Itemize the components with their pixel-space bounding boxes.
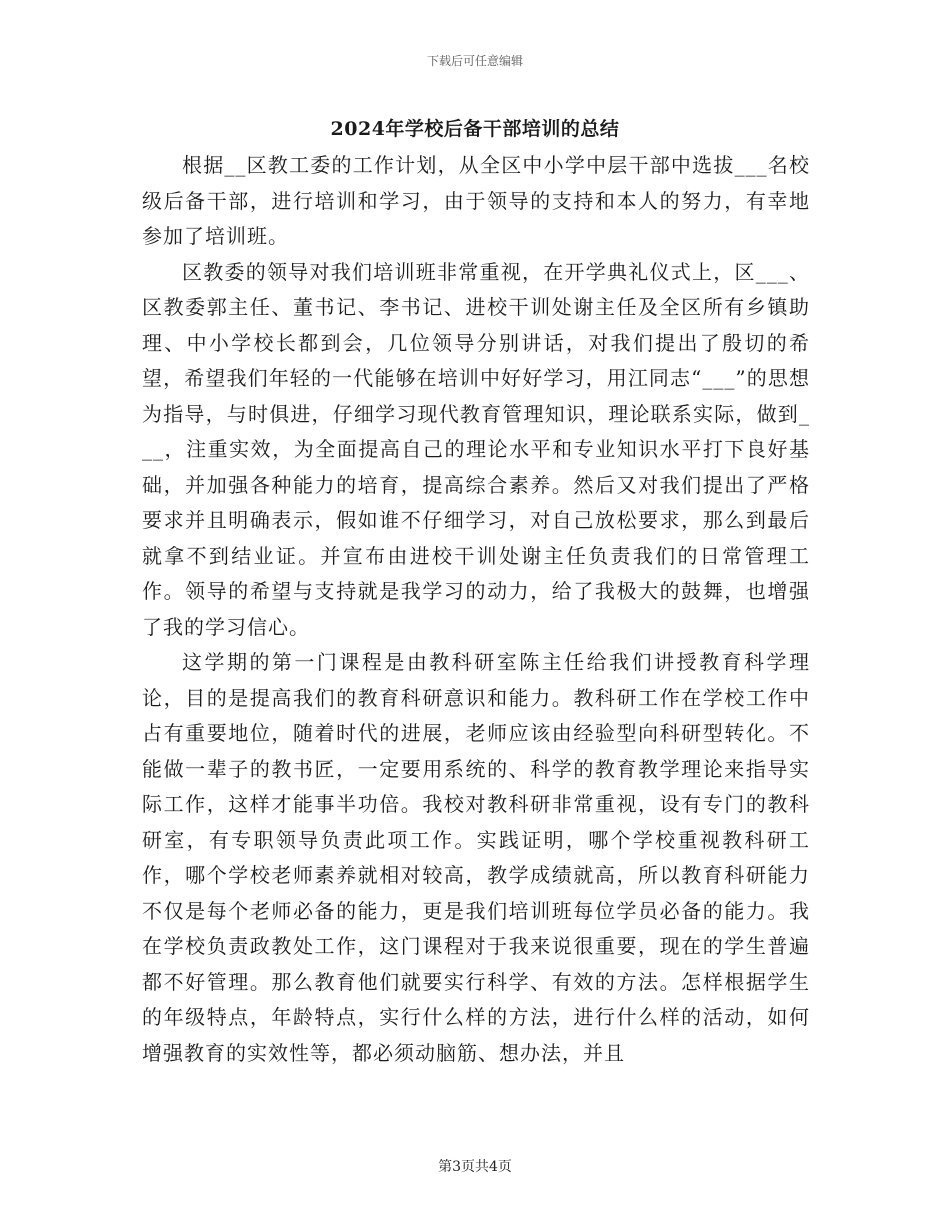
paragraph-1: 根据__区教工委的工作计划，从全区中小学中层干部中选拔___名校级后备干部，进行培训和学习，由于领导的支持和本人的努力，有幸地参加了培训班。 bbox=[142, 153, 810, 248]
paragraph-3: 这学期的第一门课程是由教科研室陈主任给我们讲授教育科学理论，目的是提高我们的教育科研意识和能力。教科研工作在学校工作中占有重要地位，随着时代的进展，老师应该由经验型向科研型转化。不能做一辈子的教书匠，一定要用系统的、科学的教育教学理论来指导实际工作，这样才能事半功倍。我校对教科研非常重视，设有专门的教科研室，有专职领导负责此项工作。实践证明，哪个学校重视教科研工作，哪个学校老师素养就相对较高，教学成绩就高，所以教育科研能力不仅是每个老师必备的能力，更是我们培训班每位学员必备的能力。我在学校负责政教处工作，这门课程对于我来说很重要，现在的学生普遍都不好管理。那么教育他们就要实行科学、有效的方法。怎样根据学生的年级特点，年龄特点，实行什么样的方法，进行什么样的活动，如何增强教育的实效性等，都必须动脑筋、想办法，并且 bbox=[142, 650, 810, 1065]
page-number-footer: 第3页共4页 bbox=[438, 1159, 512, 1175]
paragraph-2: 区教委的领导对我们培训班非常重视，在开学典礼仪式上，区___、区教委郭主任、董书记、李书记、进校干训处谢主任及全区所有乡镇助理、中小学校长都到会，几位领导分别讲话，对我们提出了殷切的希望，希望我们年轻的一代能够在培训中好好学习，用江同志“___”的思想为指导，与时俱进，仔细学习现代教育管理知识，理论联系实际，做到___，注重实效，为全面提高自己的理论水平和专业知识水平打下良好基础，并加强各种能力的培育，提高综合素养。然后又对我们提出了严格要求并且明确表示，假如谁不仔细学习，对自己放松要求，那么到最后就拿不到结业证。并宣布由进校干训处谢主任负责我们的日常管理工作。领导的希望与支持就是我学习的动力，给了我极大的鼓舞，也增强了我的学习信心。 bbox=[142, 259, 810, 639]
page-header-note: 下载后可任意编辑 bbox=[426, 54, 523, 68]
document-body bbox=[142, 148, 810, 1071]
document-title: 2024年学校后备干部培训的总结 bbox=[330, 118, 620, 140]
